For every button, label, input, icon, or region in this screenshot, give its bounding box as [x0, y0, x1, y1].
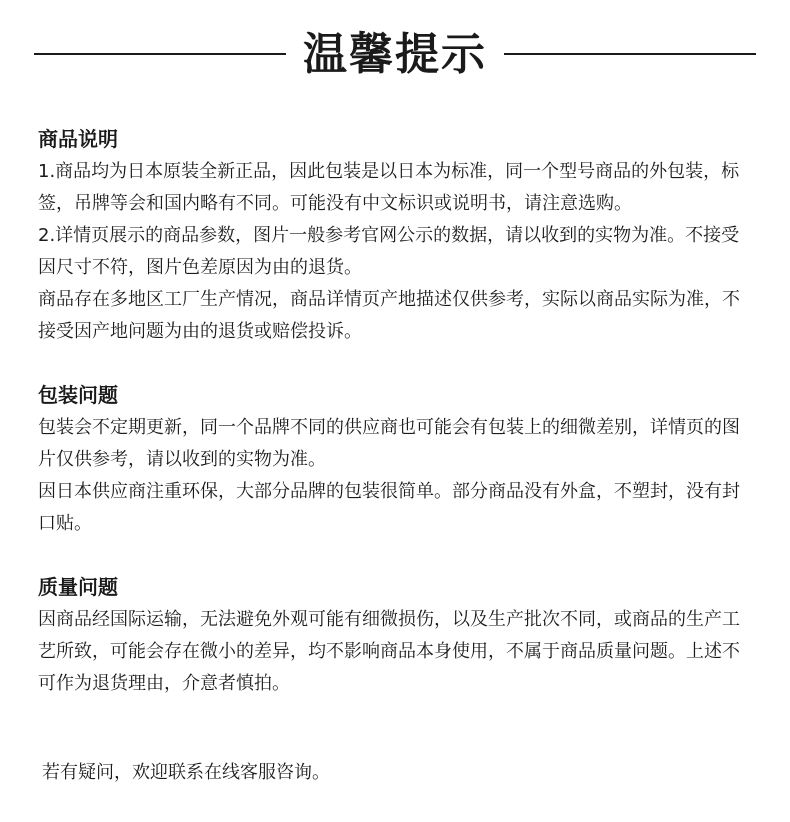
notice-content: [38, 124, 754, 700]
section-quality: [38, 572, 754, 700]
paragraph: 商品存在多地区工厂生产情况，商品详情页产地描述仅供参考，实际以商品实际为准，不接受因产地问题为由的退货或赔偿投诉。: [38, 289, 740, 342]
section-product-description: [38, 124, 754, 348]
section-packaging: [38, 380, 754, 540]
page-title: 温馨提示: [303, 29, 487, 80]
paragraph: 2.详情页展示的商品参数，图片一般参考官网公示的数据，请以收到的实物为准。不接受因尺寸不符，图片色差原因为由的退货。: [38, 225, 740, 278]
section-heading: 商品说明: [38, 127, 118, 151]
contact-note: 若有疑问，欢迎联系在线客服咨询。: [42, 762, 330, 783]
section-heading: 包装问题: [38, 383, 118, 407]
paragraph: 1.商品均为日本原装全新正品，因此包装是以日本为标准，同一个型号商品的外包装，标签，吊牌等会和国内略有不同。可能没有中文标识或说明书，请注意选购。: [38, 161, 740, 214]
section-heading: 质量问题: [38, 575, 118, 599]
title-divider-left: [34, 53, 286, 55]
paragraph: 因商品经国际运输，无法避免外观可能有细微损伤，以及生产批次不同，或商品的生产工艺所致，可能会存在微小的差异，均不影响商品本身使用，不属于商品质量问题。上述不可作为退货理由，介意者慎拍。: [38, 609, 740, 694]
paragraph: 包装会不定期更新，同一个品牌不同的供应商也可能会有包装上的细微差别，详情页的图片仅供参考，请以收到的实物为准。: [38, 417, 740, 470]
title-banner: [0, 26, 790, 86]
paragraph: 因日本供应商注重环保，大部分品牌的包装很简单。部分商品没有外盒，不塑封，没有封口贴。: [38, 481, 740, 534]
title-divider-right: [504, 53, 756, 55]
